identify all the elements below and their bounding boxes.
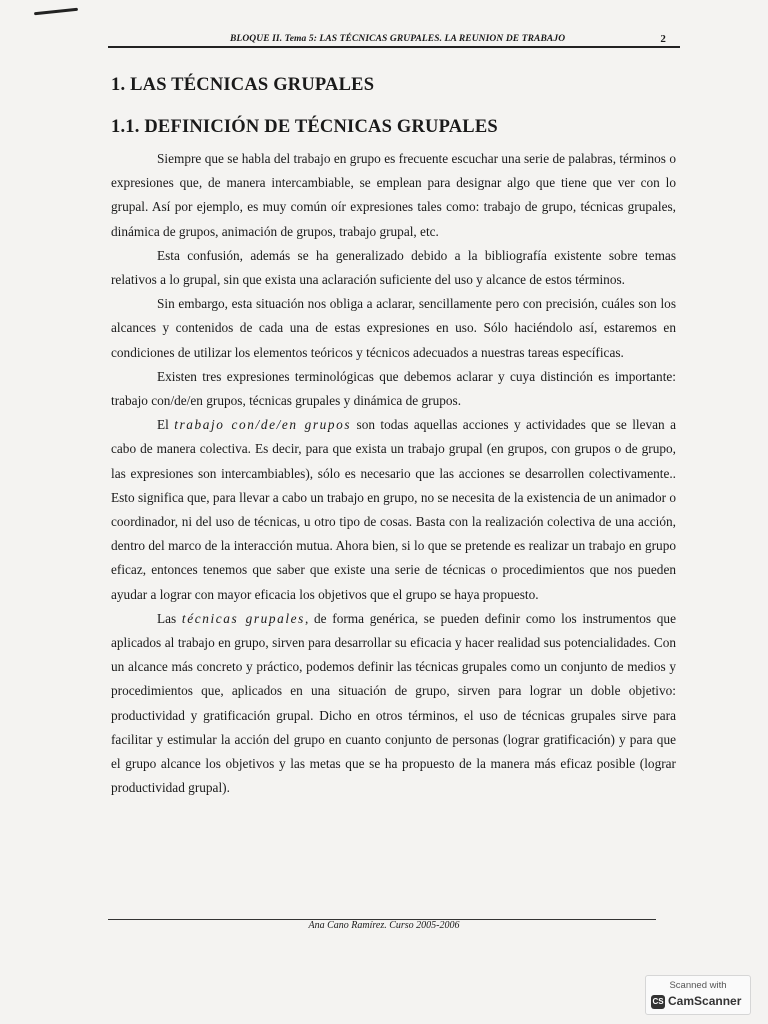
header-title: BLOQUE II. Tema 5: LAS TÉCNICAS GRUPALES. LA REUNION DE TRABAJO [230, 34, 566, 44]
scanned-with-label: Scanned with [669, 980, 727, 991]
paragraph-1: Siempre que se habla del trabajo en grupo es frecuente escuchar una serie de palabras, términos o expresiones que, de manera intercambiable, se emplean para designar algo que tiene que ver con lo grupal. Así por ejemplo, es muy común oír expresiones tales como: trabajo de grupo, técnicas grupales, dinámica de grupos, animación de grupos, trabajo grupal, etc. [111, 151, 676, 239]
paragraph-2: Esta confusión, además se ha generalizado debido a la bibliografía existente sobre temas relativos a lo grupal, sin que exista una aclaración suficiente del uso y alcance de estos términos. [111, 247, 676, 288]
term-tecnicas-grupales: técnicas grupales [181, 610, 305, 626]
term-trabajo-grupos: trabajo con/de/en grupos [174, 417, 352, 433]
header-rule [108, 46, 680, 48]
scan-pen-mark [34, 8, 78, 16]
page-footer [0, 920, 768, 931]
camscanner-brand: CamScanner [668, 994, 742, 1008]
section-heading: 1. LAS TÉCNICAS GRUPALES [111, 75, 375, 95]
paragraph-5-body: son todas aquellas acciones y actividades que se llevan a cabo de manera colectiva. Es decir, para que exista un trabajo grupal (en grupos, con grupos o de grupo, las expresiones son intercambiables), sólo es necesario que las acciones se desarrollen colectivamente.. Esto significa que, para llevar a cabo un trabajo en grupo, no se necesita de la existencia de un animador o coordinador, ni del uso de técnicas, u otro tipo de cosas. Basta con la realización colectiva de una acción, dentro del marco de la interacción mutua. Ahora bien, si lo que se pretende es realizar un trabajo en grupo eficaz, entonces tenemos que saber que existe una serie de técnicas o procedimientos que nos pueden ayudar a lograr con mayor eficacia los objetivos que el grupo se haya propuesto. [111, 417, 676, 602]
body-text [111, 147, 676, 800]
camscanner-logo-icon: CS [651, 995, 665, 1009]
paragraph-6-body: , de forma genérica, se pueden definir como los instrumentos que aplicados al trabajo en grupo, sirven para desarrollar su eficacia y hacer realidad sus potencialidades. Con un alcance más concreto y práctico, podemos definir las técnicas grupales como un conjunto de medios y procedimientos que, aplicados en una situación de grupo, sirven para lograr un doble objetivo: productividad y gratificación grupal. Dicho en otros términos, el uso de técnicas grupales sirve para facilitar y estimular la acción del grupo en cuanto conjunto de personas (lograr gratificación) y para que el grupo alcance los objetivos y las metas que se ha propuesto de la manera más eficaz posible (lograr productividad grupal). [111, 610, 676, 796]
page-number: 2 [660, 33, 666, 45]
paragraph-5 [111, 413, 676, 607]
footer-text: Ana Cano Ramírez. Curso 2005-2006 [308, 920, 460, 931]
paragraph-3: Sin embargo, esta situación nos obliga a aclarar, sencillamente pero con precisión, cuáles son los alcances y contenidos de cada una de estas expresiones en uso. Sólo haciéndolo así, estaremos en condiciones de utilizar los elementos teóricos y técnicos adecuados a nuestras tareas específicas. [111, 296, 676, 360]
paragraph-6-lead: Las [157, 610, 182, 626]
paragraph-6 [111, 607, 676, 801]
paragraph-4: Existen tres expresiones terminológicas que debemos aclarar y cuya distinción es importante: trabajo con/de/en grupos, técnicas grupales y dinámica de grupos. [111, 368, 676, 409]
subsection-heading: 1.1. DEFINICIÓN DE TÉCNICAS GRUPALES [111, 117, 498, 137]
camscanner-watermark [645, 975, 751, 1015]
paragraph-5-lead: El [157, 417, 175, 433]
